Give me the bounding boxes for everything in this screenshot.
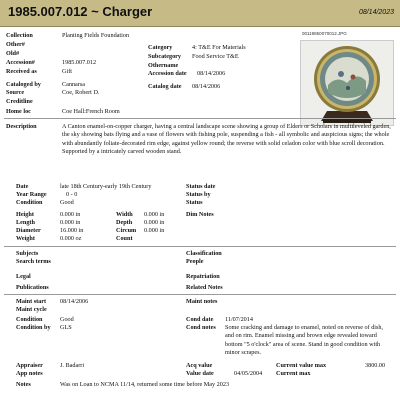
maint-condition-label: Condition [16, 316, 43, 323]
classification-label: Classification [186, 250, 222, 257]
source-label: Source [6, 89, 25, 96]
maint-notes-label: Maint notes [186, 298, 218, 305]
maint-condition-value: Good [60, 316, 74, 323]
cond-notes-label: Cond notes [186, 324, 216, 331]
depth-label: Depth [116, 219, 133, 226]
accession-label: Accession# [6, 59, 35, 66]
count-label: Count [116, 235, 133, 242]
circum-label: Circum [116, 227, 137, 234]
other-label: Other# [6, 41, 25, 48]
charger-image [301, 41, 393, 125]
status-by-label: Status by [186, 191, 211, 198]
maint-start-value: 08/14/2006 [60, 298, 89, 305]
photo-filename: 00119850070012.JPG [302, 31, 347, 36]
home-loc-label: Home loc [6, 108, 31, 115]
value-date-value: 04/05/2004 [234, 370, 263, 377]
accession-date-label: Accession date [148, 70, 187, 77]
cond-date-value: 11/07/2014 [225, 316, 253, 323]
weight-value: 0.000 oz [60, 235, 82, 242]
year-range-label: Year Range [16, 191, 47, 198]
record-title: 1985.007.012 ~ Charger [8, 4, 153, 19]
record-header [0, 0, 400, 27]
height-label: Height [16, 211, 34, 218]
people-label: People [186, 258, 204, 265]
accession-date-value: 08/14/2006 [197, 70, 226, 77]
search-terms-label: Search terms [16, 258, 51, 265]
print-date: 08/14/2023 [358, 9, 394, 16]
diameter-value: 16.000 in [60, 227, 84, 234]
collection-value: Planting Fields Foundation [62, 32, 130, 39]
app-notes-label: App notes [16, 370, 43, 377]
condition-by-value: GLS [60, 324, 72, 331]
description-value: A Canton enamel-on-copper charger, having a central landscape scene showing a group of Elders or Scholars in multileveled garden, the sky showing bats flying and a vase of flowers with fishing pole, suspending a fish - all symbolic and auspicious signs; the whole with abundantly foliate-decorated rim edge, against yellow round; the reverse with solid celadon color with blue scroll decoration. Supported by a intricately carved wooden stand. [62, 123, 391, 155]
current-value-max-value: 3800.00 [365, 362, 386, 369]
subcategory-label: Subcategory [148, 53, 181, 60]
date-value: late 18th Century-early 19th Century [60, 183, 152, 190]
appraiser-value: J. Badarri [60, 362, 85, 369]
object-photo[interactable] [300, 40, 394, 126]
received-as-value: Gift [62, 68, 72, 75]
status-date-label: Status date [186, 183, 216, 190]
diameter-label: Diameter [16, 227, 41, 234]
repatriation-label: Repatriation [186, 273, 220, 280]
description-label: Description [6, 123, 37, 130]
condition-by-label: Condition by [16, 324, 51, 331]
condition-label: Condition [16, 199, 43, 206]
subcategory-value: Food Service T&E [192, 53, 239, 60]
othername-label: Othername [148, 62, 179, 69]
cataloged-by-value: Cannarsa [62, 81, 86, 88]
received-as-label: Received as [6, 68, 37, 75]
width-label: Width [116, 211, 133, 218]
cataloged-by-label: Cataloged by [6, 81, 41, 88]
notes-value: Was on Loan to NCMA 11/14, returned some time before May 2023 [60, 381, 230, 388]
publications-label: Publications [16, 284, 49, 291]
catalog-date-label: Catalog date [148, 83, 182, 90]
source-value: Coe, Robert D. [62, 89, 100, 96]
current-value-max-label: Current value max [276, 362, 327, 369]
cond-notes-value: Some cracking and damage to enamel, noted on reverse of dish, and on rim. Enamel missing and brown edge revealed toward bottom "5 o'clock" area of scene. Stand in good condition with minor scrapes. [225, 324, 384, 356]
related-notes-label: Related Notes [186, 284, 223, 291]
accession-value: 1985.007.012 [62, 59, 97, 66]
home-loc-value: Coe Hall:French Room [62, 108, 120, 115]
divider [4, 246, 396, 247]
current-max-label: Current max [276, 370, 311, 377]
condition-value: Good [60, 199, 74, 206]
length-label: Length [16, 219, 35, 226]
value-date-label: Value date [186, 370, 214, 377]
height-value: 0.000 in [60, 211, 81, 218]
subjects-label: Subjects [16, 250, 39, 257]
year-range-value: 0 - 0 [66, 191, 78, 198]
weight-label: Weight [16, 235, 35, 242]
collection-label: Collection [6, 32, 33, 39]
width-value: 0.000 in [144, 211, 165, 218]
old-label: Old# [6, 50, 20, 57]
maint-start-label: Maint start [16, 298, 47, 305]
dim-notes-label: Dim Notes [186, 211, 214, 218]
status-label: Status [186, 199, 203, 206]
maint-cycle-label: Maint cycle [16, 306, 47, 313]
creditline-label: Creditline [6, 98, 33, 105]
appraiser-label: Appraiser [16, 362, 43, 369]
length-value: 0.000 in [60, 219, 81, 226]
notes-label: Notes [16, 381, 31, 388]
category-value: 4: T&E For Materials [192, 44, 246, 51]
legal-label: Legal [16, 273, 31, 280]
divider [4, 118, 396, 119]
acq-value-label: Acq value [186, 362, 213, 369]
circum-value: 0.000 in [144, 227, 165, 234]
catalog-date-value: 08/14/2006 [192, 83, 221, 90]
divider [4, 294, 396, 295]
cond-date-label: Cond date [186, 316, 214, 323]
category-label: Category [148, 44, 173, 51]
depth-value: 0.000 in [144, 219, 165, 226]
date-label: Date [16, 183, 29, 190]
